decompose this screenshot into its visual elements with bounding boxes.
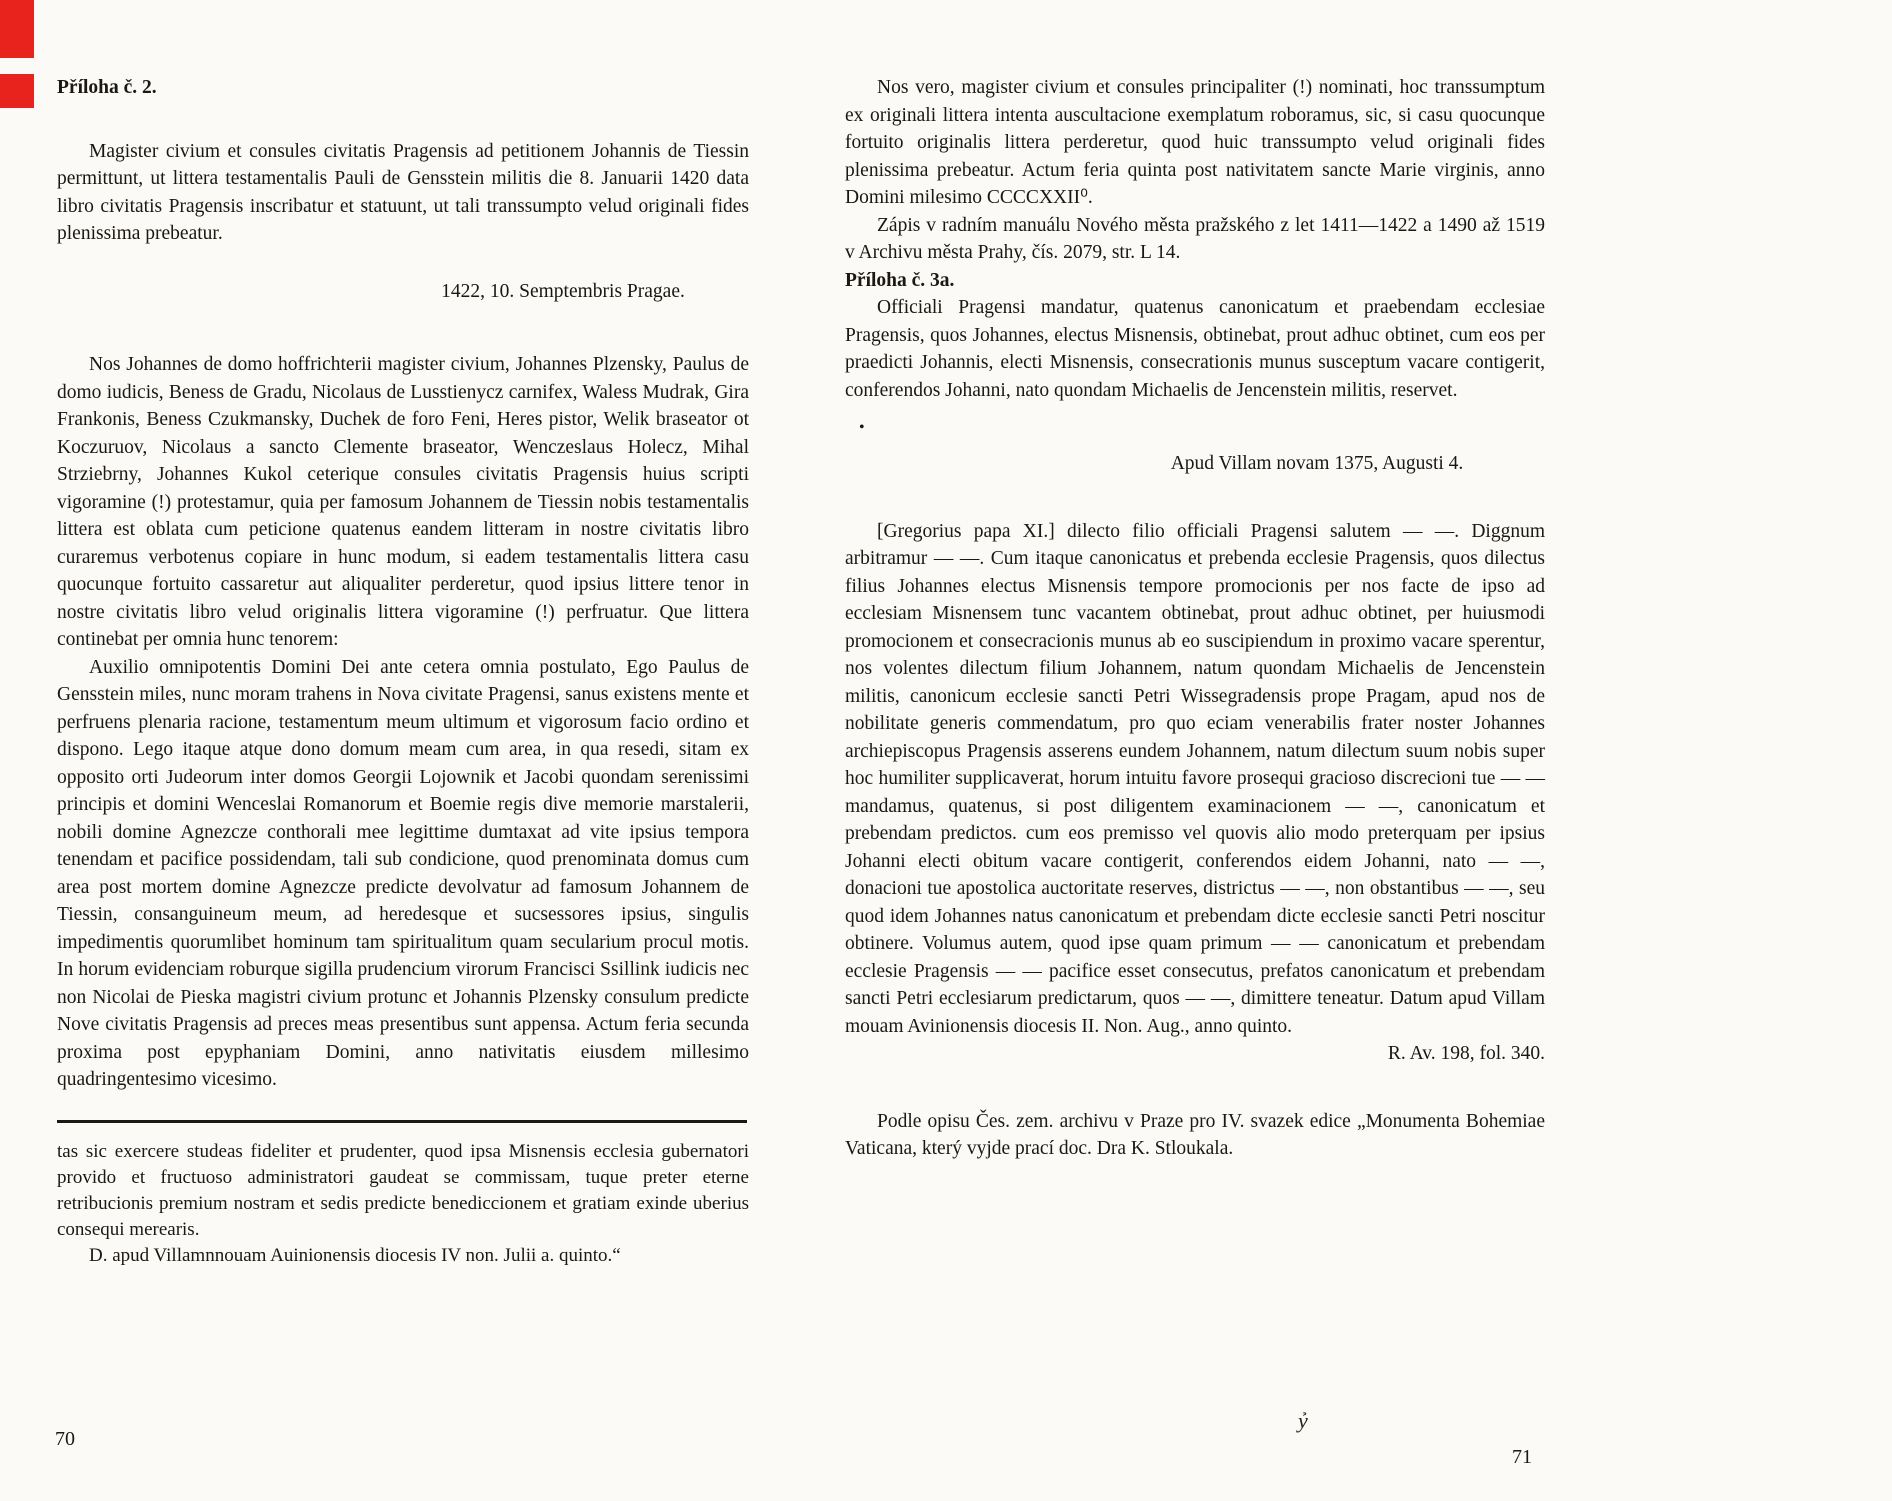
page-number-70: 70 <box>55 1428 75 1450</box>
footnote-block <box>57 1139 749 1269</box>
appendix-2-intro-paragraph: Magister civium et consules civitatis Pragensis ad petitionem Johannis de Tiessin permittunt, ut littera testamentalis Pauli de Gensstein militis die 8. Januarii 1420 data libro civitatis Pragensis inscribatur et statuunt, ut tali transsumpto velud originali fides plenissima prebeatur. <box>57 140 749 244</box>
scan-artifact-red-bottom <box>0 74 34 108</box>
appendix-2-body-paragraph-1: Nos Johannes de domo hoffrichterii magister civium, Johannes Plzensky, Paulus de domo iudicis, Beness de Gradu, Nicolaus de Lusstienycz carnifex, Waless Mudrak, Gira Frankonis, Beness Czukmansky, Duchek de foro Feni, Heres pistor, Welik braseator ot Koczuruov, Nicolaus a sancto Clemente braseator, Wenczeslaus Holecz, Mihal Strziebrny, Johannes Kukol ceterique consules civitatis Pragensis huius scripti vigoramine (!) protestamur, quia per famosum Johannem de Tiessin nobis testamentalis littera est oblata cum peticione quatenus eandem litteram in nostre civitatis libro curaremus verbotenus copiare in hunc modum, si eadem testamentalis littera casu quocunque fortuito cassaretur aut aliqualiter perderetur, quod ipsius littere tenor in nostre civitatis libro velud originalis littera vigoramine (!) perfruatur. Que littera continebat per omnia hunc tenorem: <box>57 354 749 650</box>
footnote-continuation-text: tas sic exercere studeas fideliter et prudenter, quod ipsa Misnensis ecclesia gubernatori provido et fructuoso administratori gaudeat se commissam, tuque preter eterne retribucionis premium nostram et sedis predicte benediccionem et gratiam exinde uberius consequi merearis. <box>57 1140 749 1240</box>
source-reference-line: R. Av. 198, fol. 340. <box>1387 1043 1545 1064</box>
footnote-datum-line: D. apud Villamnnouam Auinionensis diocesis IV non. Julii a. quinto.“ <box>89 1244 621 1266</box>
appendix-3a-dateline: Apud Villam novam 1375, Augusti 4. <box>1170 453 1464 474</box>
gregorius-letter-paragraph: [Gregorius papa XI.] dilecto filio officiali Pragensi salutem — —. Diggnum arbitramur — —. Cum itaque canonicatus et prebenda ecclesie Pragensis, quos dilectus filius Johannes electus Misnensis tempore promocionis per nos facte de ipso ad ecclesiam Misnensem tunc vacantem obtinebat, prout adhuc obtinet, per huiusmodi promocionem et consecracionis munus ab eo suscipiendum in proximo vacare sperentur, nos volentes dilectum filium Johannem, natum quondam Michaelis de Jencenstein militis, canonicum ecclesie sancti Petri Wissegradensis prope Pragam, apud nos de nobilitate generis commendatum, pro quo eciam venerabilis frater noster Johannes archiepiscopus Pragensis asserens eundem Johannem, natum dilectum suum nobis super hoc humiliter supplicaverat, horum intuitu favore prosequi gracioso discrecioni tue — — mandamus, quatenus, si post diligentem examinacionem — —, canonicatum et prebendam predictos. cum eos premisso vel quovis alio modo preterquam per ipsius Johanni electi obitum vacare contigerit, conferendos eidem Johanni, nato — —, donacioni tue apostolica auctoritate reserves, districtus — —, non obstantibus — —, seu quod idem Johannes natus canonicatum et prebendam dicte ecclesie sancti Petri noscitur obtinere. Volumus autem, quod ipse quam primum — — canonicatum et prebendam ecclesie Pragensis — — pacifice esset consecutus, prefatos canonicatum et prebendam sancti Petri ecclesiarum predictarum, quos — —, dimittere teneatur. Datum apud Villam mouam Avinionensis diocesis II. Non. Aug., anno quinto. <box>845 520 1545 1037</box>
appendix-2-dateline: 1422, 10. Semptembris Pragae. <box>441 280 685 302</box>
appendix-2-body-paragraph-2: Auxilio omnipotentis Domini Dei ante cetera omnia postulato, Ego Paulus de Gensstein miles, nunc moram trahens in Nova civitate Pragensi, sanus existens mente et perfruens plenaria racione, testamentum meum ultimum et vigorosum facio ordino et dispono. Lego itaque atque dono domum meam cum area, in qua resedi, sitam ex opposito orti Judeorum inter domos Georgii Lojownik et Jacobi quondam serenissimi principis et domini Wenceslai Romanorum et Boemie regis dive memorie marstalerii, nobili domine Agnezcze conthorali mee legittime dumtaxat ad vite ipsius tempora tenendam et pacifice possidendam, tali sub condicione, quod prenominata domus cum area post mortem domine Agnezcze predicte devolvatur ad famosum Johannem de Tiessin, consanguineum meum, ad heredesque et sucsessores ipsius, singulis impedimentis quorumlibet hominum tam spiritualitum quam secularium procul motis. In horum evidenciam roburque sigilla prudencium virorum Francisci Ssillink iudicis nec non Nicolai de Pieska magistri civium protunc et Johannis Plzensky consulum predicte Nove civitatis Pragensis ad preces meas presentibus sunt appensa. Actum feria secunda proxima post epyphaniam Domini, anno nativitatis eiusdem millesimo quadringentesimo vicesimo. <box>57 656 749 1090</box>
appendix-3a-summary-paragraph: Officiali Pragensi mandatur, quatenus canonicatum et praebendam ecclesiae Pragensis, quos Johannes, electus Misnensis, obtinebat, prout adhuc obtinet, cum eos per praedicti Johannis, electi Misnensis, consecrationis munus susceptum vacare contigerit, conferendos Johanni, nato quondam Michaelis de Jencenstein militis, reservet. <box>845 297 1545 401</box>
pen-mark: ỷ <box>1298 1408 1308 1433</box>
scan-artifact-red-top <box>0 0 34 58</box>
edition-note-paragraph: Podle opisu Čes. zem. archivu v Praze pro IV. svazek edice „Monumenta Bohemiae Vaticana, který vyjde prací doc. Dra K. Stloukala. <box>845 1110 1545 1159</box>
footnote-separator-rule <box>57 1120 747 1123</box>
left-page-column <box>57 74 749 1269</box>
right-page-column <box>845 74 1545 1163</box>
page-number-71: 71 <box>1512 1446 1532 1468</box>
archive-note-paragraph: Zápis v radním manuálu Nového města pražského z let 1411—1422 a 1490 až 1519 v Archivu města Prahy, čís. 2079, str. L 14. <box>845 214 1545 263</box>
appendix-2-heading: Příloha č. 2. <box>57 77 157 98</box>
bullet-mark: • <box>859 419 865 436</box>
appendix-3a-heading: Příloha č. 3a. <box>845 269 955 291</box>
transsumptum-paragraph: Nos vero, magister civium et consules principaliter (!) nominati, hoc transsumptum ex originali littera intenta auscultacione exemplatum roboramus, sic, si casu quocunque fortuito originalis littera perderetur, quod huic transsumpto velud originali fides plenissima prebeatur. Actum feria quinta post nativitatem sancte Marie virginis, anno Domini milesimo CCCCXXII⁰. <box>845 77 1545 208</box>
